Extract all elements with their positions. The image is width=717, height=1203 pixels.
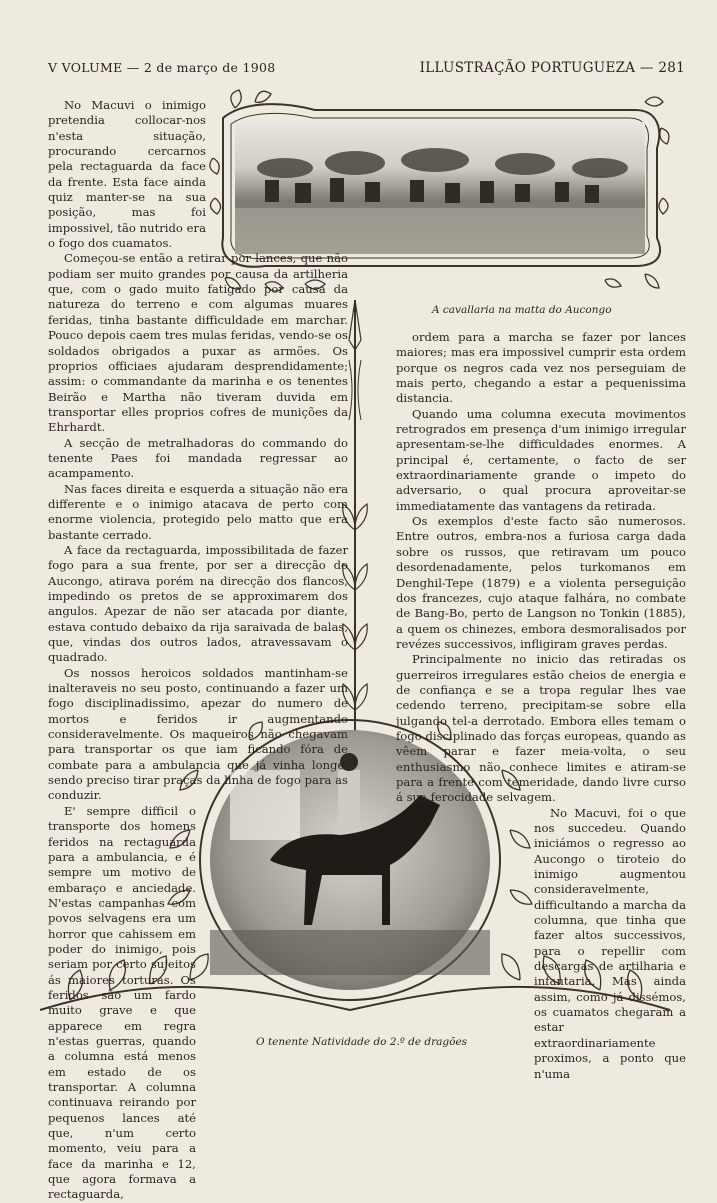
top-photo-caption: A cavallaria na matta do Aucongo	[432, 304, 612, 316]
right-paragraph: Os exemplos d'este facto são numerosos. Entre outros, embra-nos a furiosa carga dada sobre os russos, que retiravam um pouco desordenadamente, pelos turkomanos em Denghil-Tepe (1879) e a violenta perseguição dos francezes, cujo ataque falhára, no combate de Bang-Bo, perto de Langson no Tonkin (1885), a quem os chinezes, embora desmoralisados por revézes successivos, infligiram graves perdas.	[396, 514, 686, 651]
right-paragraph: ordem para a marcha se fazer por lances maiores; mas era impossivel cumprir esta ordem porque os negros cada vez nos perseguiam de mais perto, chegando a estar a pequenissima distancia.	[396, 330, 686, 406]
running-header-left: V VOLUME — 2 de março de 1908	[48, 60, 276, 75]
left-paragraph: Nas faces direita e esquerda a situação não era differente e o inimigo atacava de perto com enorme violencia, protegido pelo matto que era bastante cerrado.	[48, 481, 348, 542]
left-column	[48, 98, 348, 1203]
right-paragraph: Quando uma columna executa movimentos retrogrados em presença d'um inimigo irregular apresentam-se-lhe difficuldades enormes. A principal é, certamente, o facto de ser extraordinariamente grande o impeto do adversario, o qual procura aproveitar-se immediatamente das vantagens da retirada.	[396, 406, 686, 513]
right-paragraph: Principalmente no inicio das retiradas os guerreiros irregulares estão cheios de energia e de confiança e se a tropa regular lhes vae cedendo terreno, precipitam-se sobre ella julgando tel-a derrotado. Embora elles temam o fogo disciplinado das forças europeas, quando as vêem parar e fazer meia-volta, o seu enthusiasmo não conhece limites e atiram-se para a frente com temeridade, dando livre curso á sua ferocidade selvagem.	[396, 652, 686, 805]
left-paragraph: Começou-se então a retirar por lances, que não podiam ser muito grandes por causa da artilheria que, com o gado muito fatigado por causa da natureza do terreno e com algumas muares feridas, tinha bastante difficuldade em marchar. Pouco depois caem tres mulas feridas, vendo-se os soldados obrigados a puxar as armões. Os proprios officiaes ajudaram desprendidamente; assim: o commandante da marinha e os tenentes Beirão e Martha não tiveram duvida em transportar elles proprios cofres de munições da Ehrhardt.	[48, 251, 348, 435]
bottom-photo-caption: O tenente Natividade do 2.º de dragões	[256, 1036, 468, 1048]
left-paragraph: No Macuvi o inimigo pretendia collocar-nos n'esta situação, procurando cercarnos pela rectaguarda da face da frente. Esta face ainda quiz manter-se na sua posição, mas foi impossivel, tão nutrido era o fogo dos cuamatos.	[48, 98, 206, 251]
left-paragraph: A face da rectaguarda, impossibilitada de fazer fogo para a sua frente, por ser a direcção do Aucongo, atirava porém na direcção dos flancos, impedindo os pretos de se approximarem dos angulos. Apezar de não ser atacada por diante, estava contudo debaixo da rija saraivada de balas, que, vindas dos outros lados, atravessavam o quadrado.	[48, 542, 348, 665]
running-header-right: ILLUSTRAÇÃO PORTUGUEZA — 281	[419, 60, 685, 76]
left-paragraph: Os nossos heroicos soldados mantinham-se inalteraveis no seu posto, continuando a fazer um fogo disciplinadissimo, apezar do numero de mortos e feridos ir augmentando consideravelmente. Os maqueiros não chegavam para transportar os que iam ficando fóra de combate para a ambulancia que já vinha longe, sendo preciso tirar praças da linha de fogo para as conduzir.	[48, 665, 348, 803]
right-column	[396, 330, 686, 1082]
left-paragraph: A secção de metralhadoras do commando do tenente Paes foi mandada regressar ao acampamento.	[48, 435, 348, 481]
right-paragraph: No Macuvi, foi o que nos succedeu. Quando iniciámos o regresso ao Aucongo o tiroteio do inimigo augmentou consideravelmente, difficultando a marcha da columna, que tinha que fazer altos successivos, para o repellir com descargas de artilharia e infantaria. Mas ainda assim, como já dissémos, os cuamatos chegaram a estar extraordinariamente proximos, a ponto que n'uma	[534, 805, 686, 1081]
left-paragraph: E' sempre difficil o transporte dos homens feridos na rectaguarda para a ambulancia, e é sempre um motivo de embaraço e anciedade. N'estas campanhas com povos selvagens era um horror que cahissem em poder do inimigo, pois seriam por certo sujeitos ás maiores torturas. Os feridos são um fardo muito grave e que apparece em regra n'estas guerras, quando a columna está menos em estado de os transportar. A columna continuava reirando por pequenos lances até que, n'um certo momento, veiu para a face da marinha e 12, que agora formava a rectaguarda,	[48, 803, 196, 1202]
